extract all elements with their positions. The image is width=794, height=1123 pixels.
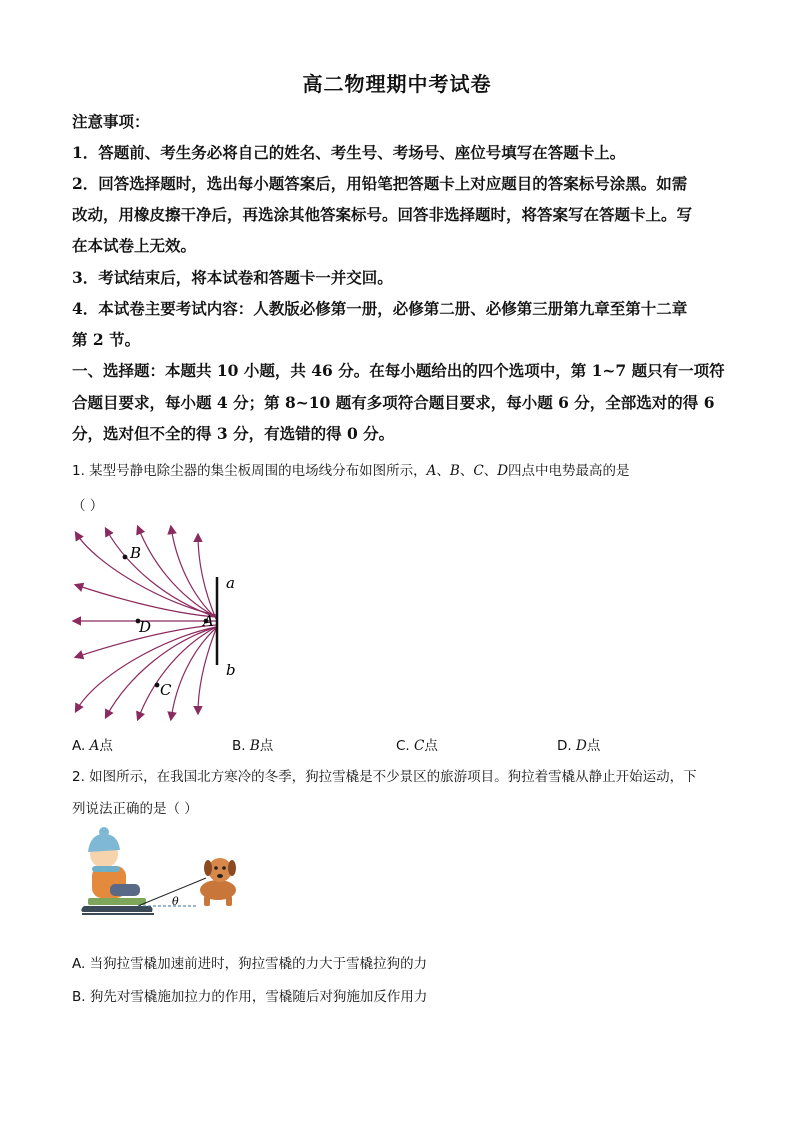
section-instruction: 一、选择题：本题共 10 小题，共 46 分。在每小题给出的四个选项中，第 1~7 题只有一项符 [72, 361, 725, 380]
angle-label: θ [172, 895, 179, 908]
question-1-stem: 1. 某型号静电除尘器的集尘板周围的电场线分布如图所示，A、B、C、D四点中电势最高的是 [72, 463, 630, 479]
field-line [198, 629, 216, 713]
electric-field-figure [66, 525, 256, 723]
answer-bracket: （ ） [72, 498, 104, 514]
field-line [198, 535, 216, 619]
field-line [106, 627, 216, 717]
section-instruction: 分，选对但不全的得 3 分，有选错的得 0 分。 [72, 424, 395, 443]
dog-sled-figure [78, 826, 248, 926]
notice-line: 3．考试结束后，将本试卷和答题卡一并交回。 [72, 268, 393, 287]
label-b: b [226, 661, 236, 679]
section-instruction: 合题目要求，每小题 4 分；第 8~10 题有多项符合题目要求，每小题 6 分，全部选对的得 6 [72, 393, 715, 412]
notice-heading: 注意事项： [72, 112, 150, 131]
field-line [76, 627, 216, 711]
option-c: C. C点 [396, 738, 438, 754]
notice-line: 4．本试卷主要考试内容：人教版必修第一册，必修第二册、必修第三册第九章至第十二章 [72, 299, 688, 318]
notice-line: 2．回答选择题时，选出每小题答案后，用铅笔把答题卡上对应题目的答案标号涂黑。如需 [72, 174, 688, 193]
label-C: C [160, 681, 172, 699]
label-a: a [226, 574, 235, 592]
label-A: A [203, 612, 214, 630]
field-line [106, 529, 216, 617]
label-B: B [130, 544, 142, 562]
question-2-stem: 列说法正确的是（ ） [72, 801, 198, 817]
field-line [76, 585, 216, 617]
point-B [123, 555, 128, 560]
option-a: A. A点 [72, 738, 113, 754]
option-b: B. B点 [232, 738, 274, 754]
question-2-stem: 2. 如图所示，在我国北方寒冷的冬季，狗拉雪橇是不少景区的旅游项目。狗拉着雪橇从静止开始运动，下 [72, 769, 697, 785]
field-line [171, 527, 216, 618]
notice-line: 第 2 节。 [72, 330, 141, 349]
notice-line: 改动，用橡皮擦干净后，再选涂其他答案标号。回答非选择题时，将答案写在答题卡上。写 [72, 205, 693, 224]
notice-line: 1．答题前、考生务必将自己的姓名、考生号、考场号、座位号填写在答题卡上。 [72, 143, 626, 162]
q2-option-a: A. 当狗拉雪橇加速前进时，狗拉雪橇的力大于雪橇拉狗的力 [72, 956, 428, 972]
sled [81, 906, 152, 912]
notice-line: 在本试卷上无效。 [72, 236, 197, 255]
option-d: D. D点 [557, 738, 601, 754]
page-title: 高二物理期中考试卷 [302, 72, 492, 96]
q2-option-b: B. 狗先对雪橇施加拉力的作用，雪橇随后对狗施加反作用力 [72, 989, 428, 1005]
point-C [155, 683, 160, 688]
label-D: D [139, 618, 152, 636]
